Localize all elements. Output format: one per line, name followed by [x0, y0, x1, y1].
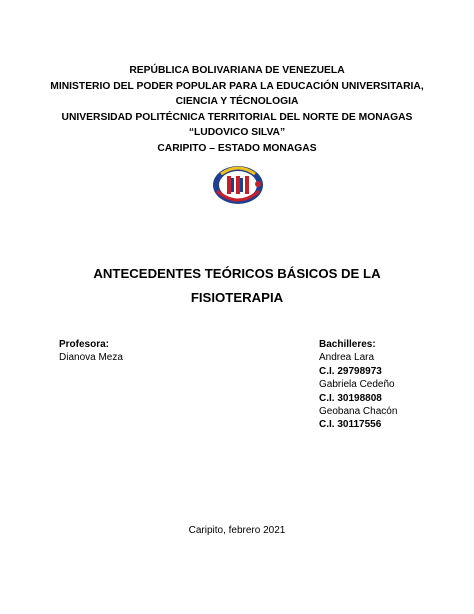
students-block [319, 338, 397, 432]
title-line-2: FISIOTERAPIA [190, 290, 284, 305]
institution-header [0, 63, 474, 156]
student-ci: C.I. 30117556 [319, 419, 382, 431]
header-line-ministry-cont: CIENCIA Y TÉCNOLOGIA [175, 96, 299, 107]
title-line-1: ANTECEDENTES TEÓRICOS BÁSICOS DE LA [93, 266, 381, 281]
header-line-university: UNIVERSIDAD POLITÉCNICA TERRITORIAL DEL NORTE DE MONAGAS [61, 111, 413, 123]
students-label: Bachilleres: [319, 339, 376, 350]
student-name: Geobana Chacón [319, 406, 398, 418]
header-line-location: CARIPITO – ESTADO MONAGAS [157, 142, 317, 154]
header-line-ministry: MINISTERIO DEL PODER POPULAR PARA LA EDUCACIÓN UNIVERSITARIA, [50, 80, 424, 92]
student-name: Gabriela Cedeño [319, 379, 395, 391]
teacher-block [59, 338, 123, 365]
university-logo [208, 164, 268, 206]
student-ci: C.I. 29798973 [319, 365, 382, 377]
student-ci: C.I. 30198808 [319, 392, 382, 404]
header-line-university-name: “LUDOVICO SILVA” [188, 127, 286, 138]
place-date: Caripito, febrero 2021 [188, 525, 286, 536]
teacher-label: Profesora: [59, 339, 110, 350]
student-name: Andrea Lara [319, 352, 375, 364]
document-title [0, 262, 474, 310]
header-line-republic: REPÚBLICA BOLIVARIANA DE VENEZUELA [129, 65, 345, 76]
teacher-name: Dianova Meza [59, 352, 123, 364]
